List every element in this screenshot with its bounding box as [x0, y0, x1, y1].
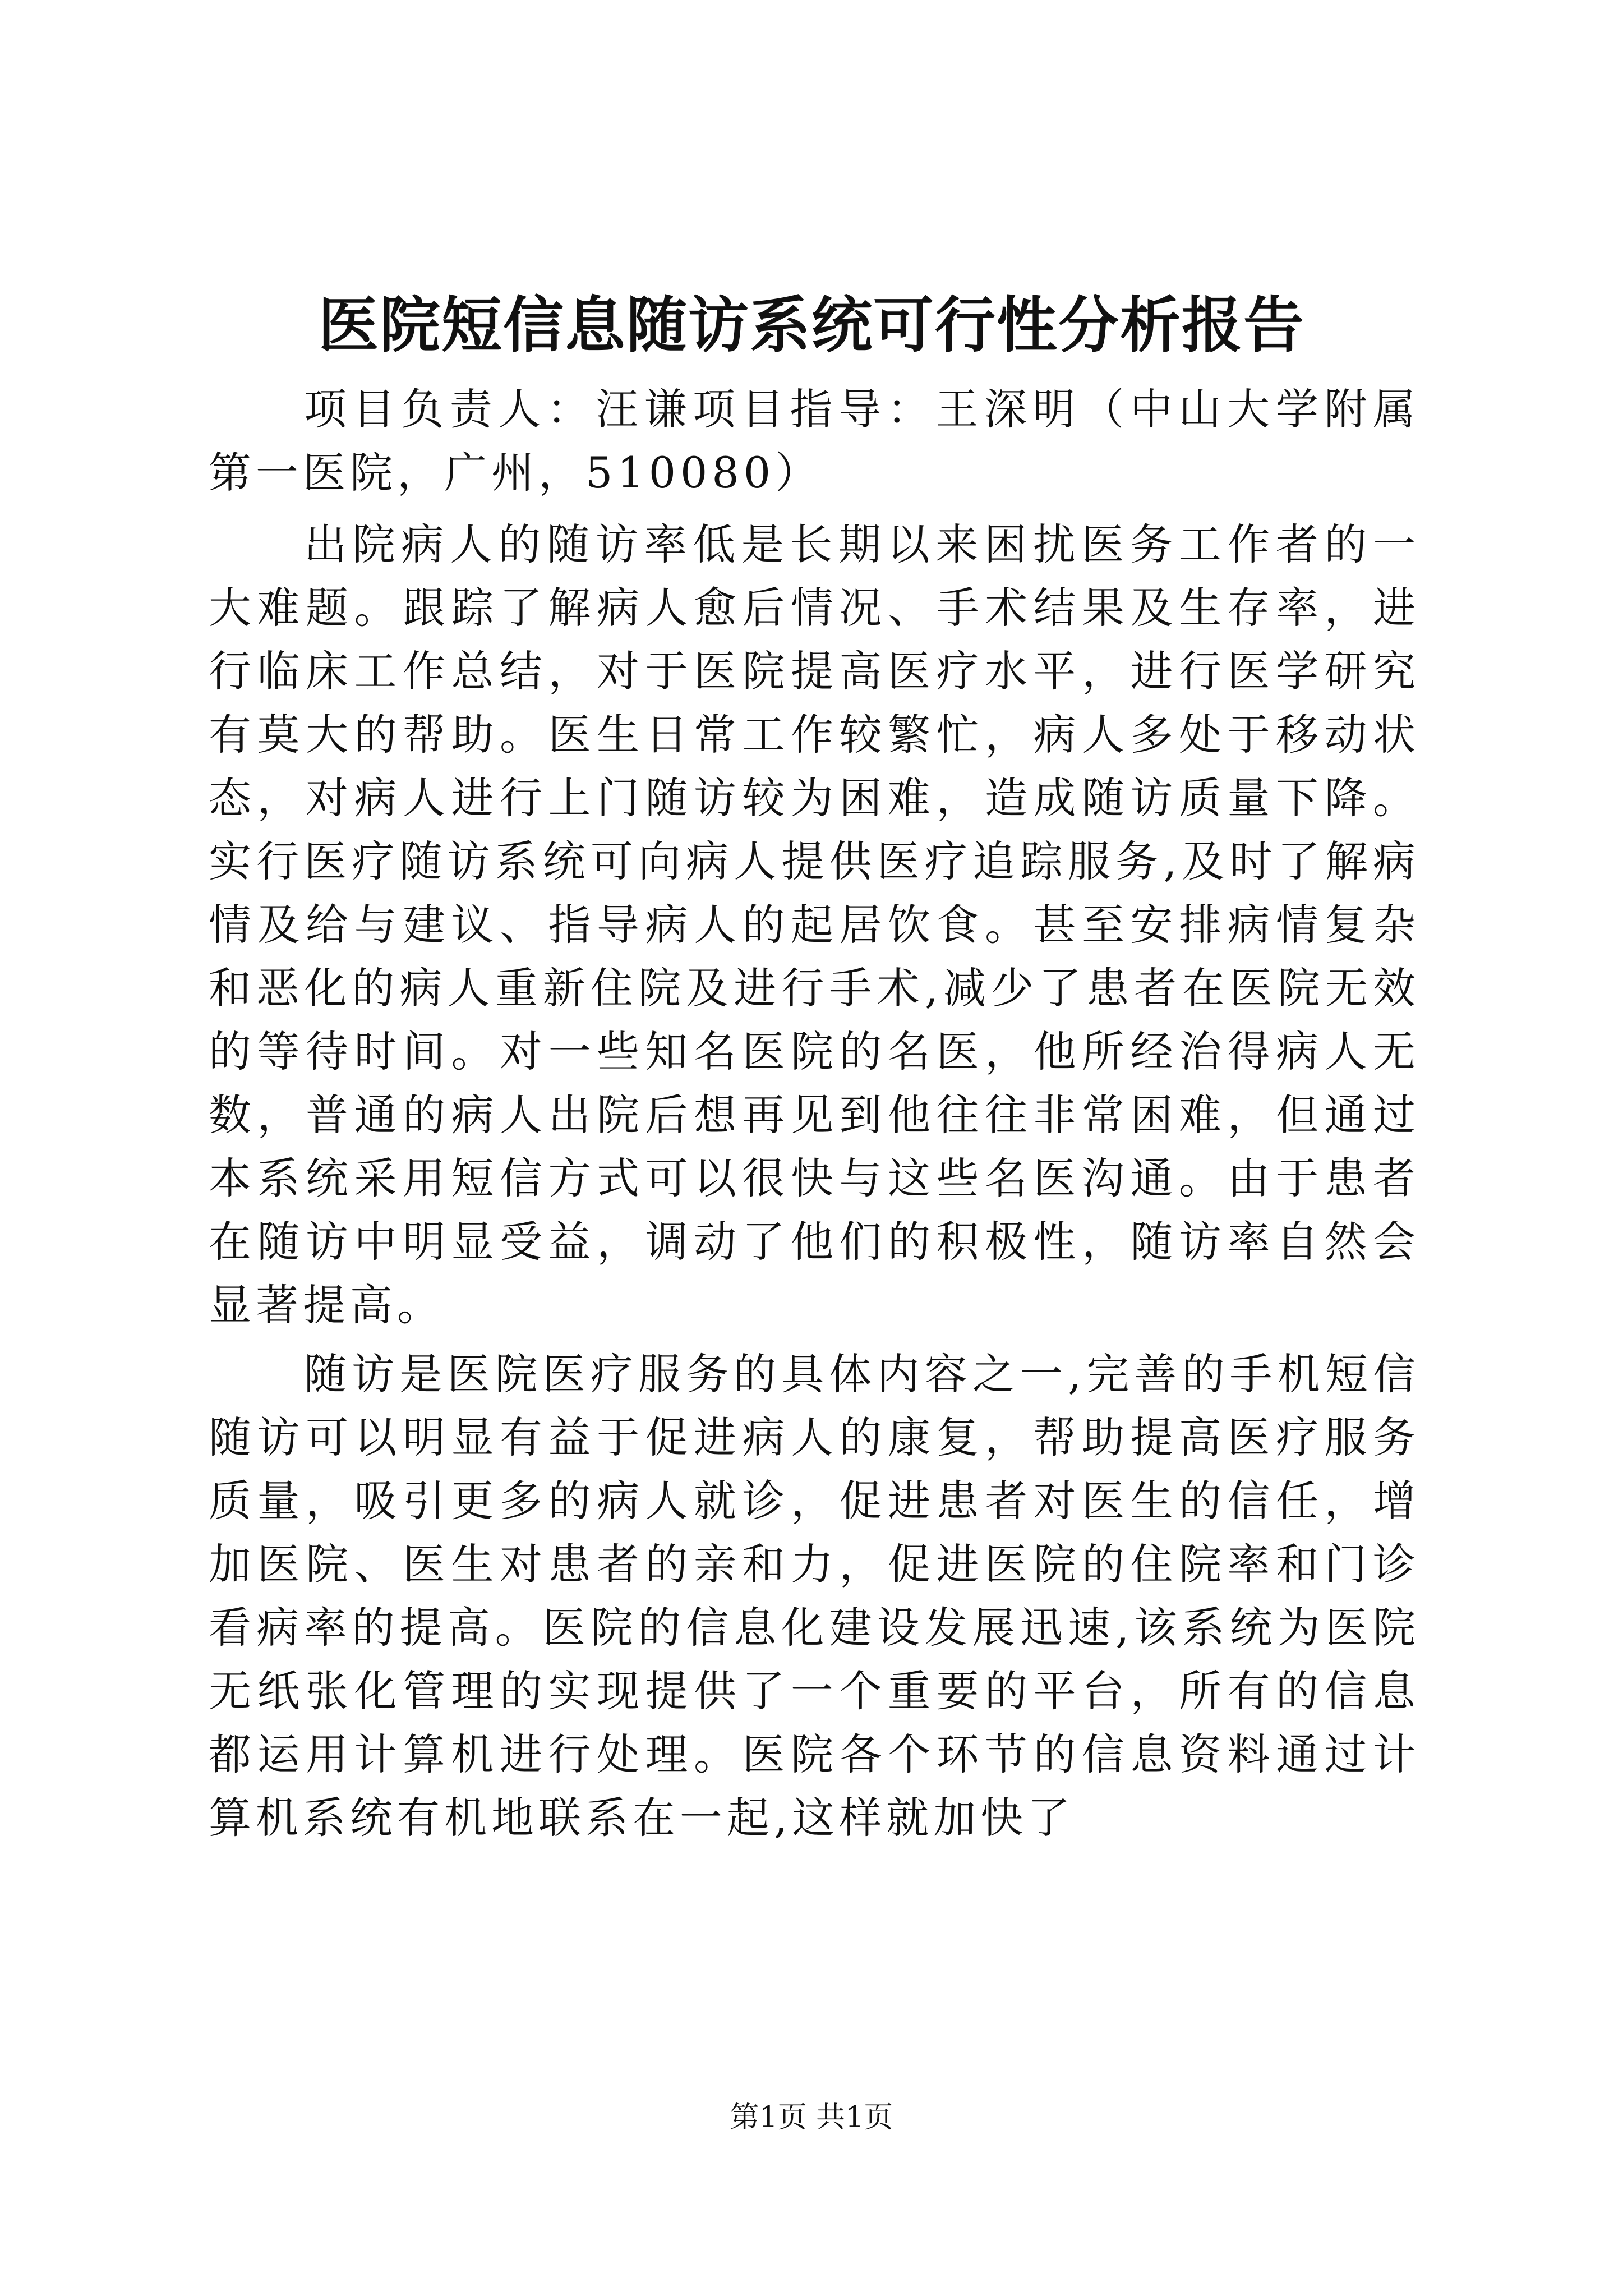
document-body [209, 378, 1420, 1855]
page-number-footer: 第1页 共1页 [730, 2101, 893, 2134]
document-title: 医院短信息随访系统可行性分析报告 [317, 290, 1305, 361]
body-paragraph-1: 出院病人的随访率低是长期以来困扰医务工作者的一大难题。跟踪了解病人愈后情况、手术结果及生存率，进行临床工作总结，对于医院提高医疗水平，进行医学研究有莫大的帮助。医生日常工作较繁忙，病人多处于移动状态，对病人进行上门随访较为困难，造成随访质量下降。实行医疗随访系统可向病人提供医疗追踪服务,及时了解病情及给与建议、指导病人的起居饮食。甚至安排病情复杂和恶化的病人重新住院及进行手术,减少了患者在医院无效的等待时间。对一些知名医院的名医，他所经治得病人无数，普通的病人出院后想再见到他往往非常困难，但通过本系统采用短信方式可以很快与这些名医沟通。由于患者在随访中明显受益，调动了他们的积极性，随访率自然会显著提高。 [209, 519, 1420, 1330]
body-paragraph-2: 随访是医院医疗服务的具体内容之一,完善的手机短信随访可以明显有益于促进病人的康复，帮助提高医疗服务质量，吸引更多的病人就诊，促进患者对医生的信任，增加医院、医生对患者的亲和力，促进医院的住院率和门诊看病率的提高。医院的信息化建设发展迅速,该系统为医院无纸张化管理的实现提供了一个重要的平台，所有的信息都运用计算机进行处理。医院各个环节的信息资料通过计算机系统有机地联系在一起,这样就加快了 [209, 1349, 1420, 1843]
author-byline: 项目负责人：汪谦项目指导：王深明（中山大学附属第一医院，广州，510080） [209, 384, 1420, 498]
